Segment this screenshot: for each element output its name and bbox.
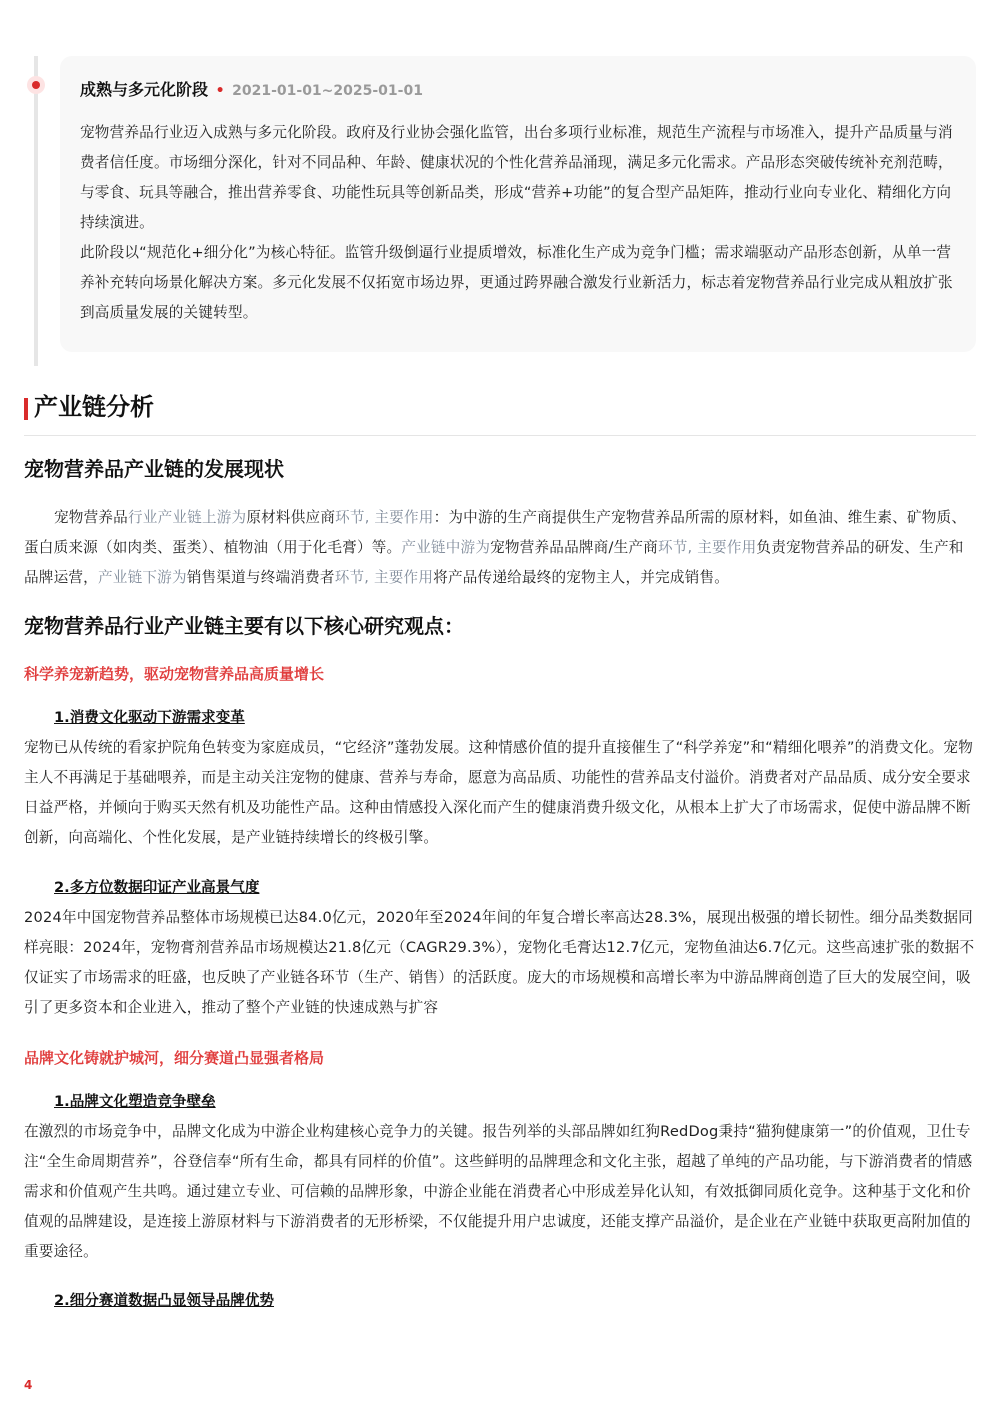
timeline-dot-icon bbox=[27, 76, 45, 94]
theme-2-point-1-title: 1.品牌文化塑造竞争壁垒 bbox=[54, 1093, 216, 1110]
section-title bbox=[24, 390, 976, 436]
theme-2-point-2-title: 2.细分赛道数据凸显领导品牌优势 bbox=[54, 1292, 275, 1309]
section-accent-bar bbox=[24, 398, 28, 420]
timeline-line bbox=[34, 56, 38, 366]
theme-1-point-2-text: 2024年中国宠物营养品整体市场规模已达84.0亿元，2020年至2024年间的年复合增长率高达28.3%，展现出极强的增长韧性。细分品类数据同样亮眼：2024年，宠物膏剂营养品市场规模达21.8亿元（CAGR29.3%），宠物化毛膏达12.7亿元，宠物鱼油达6.7亿元。这些高速扩张的数据不仅证实了市场需求的旺盛，也反映了产业链各环节（生产、销售）的活跃度。庞大的市场规模和高增长率为中游品牌商创造了巨大的发展空间，吸引了更多资本和企业进入，推动了整个产业链的快速成熟与扩容 bbox=[24, 909, 975, 1016]
stage-separator: • bbox=[215, 83, 225, 99]
theme-2-point-1-text: 在激烈的市场竞争中，品牌文化成为中游企业构建核心竞争力的关键。报告列举的头部品牌如红狗RedDog秉持“猫狗健康第一”的价值观，卫仕专注“全生命周期营养”，谷登信奉“所有生命，都具有同样的价值”。这些鲜明的品牌理念和文化主张，超越了单纯的产品功能，与下游消费者的情感需求和价值观产生共鸣。通过建立专业、可信赖的品牌形象，中游企业能在消费者心中形成差异化认知，有效抵御同质化竞争。这种基于文化和价值观的品牌建设，是连接上游原材料与下游消费者的无形桥梁，不仅能提升用户忠诚度，还能支撑产品溢价，是企业在产业链中获取更高附加值的重要途径。 bbox=[24, 1123, 973, 1260]
core-views-heading: 宠物营养品行业产业链主要有以下核心研究观点： bbox=[24, 614, 464, 638]
theme-1-point-2-title: 2.多方位数据印证产业高景气度 bbox=[54, 879, 260, 896]
page-number: 4 bbox=[24, 1378, 33, 1392]
stage-card bbox=[60, 56, 976, 352]
theme-1-point-1-text: 宠物已从传统的看家护院角色转变为家庭成员，“它经济”蓬勃发展。这种情感价值的提升直接催生了“科学养宠”和“精细化喂养”的消费文化。宠物主人不再满足于基础喂养，而是主动关注宠物的健康、营养与寿命，愿意为高品质、功能性的营养品支付溢价。消费者对产品品质、成分安全要求日益严格，并倾向于购买天然有机及功能性产品。这种由情感投入深化而产生的健康消费升级文化，从根本上扩大了市场需求，促使中游品牌不断创新，向高端化、个性化发展，是产业链持续增长的终极引擎。 bbox=[24, 739, 973, 846]
stage-paragraph-2: 此阶段以“规范化+细分化”为核心特征。监管升级倒逼行业提质增效，标准化生产成为竞争门槛；需求端驱动产品形态创新，从单一营养补充转向场景化解决方案。多元化发展不仅拓宽市场边界，更通过跨界融合激发行业新活力，标志着宠物营养品行业完成从粗放扩张到高质量发展的关键转型。 bbox=[80, 244, 953, 321]
stage-paragraph-1: 宠物营养品行业迈入成熟与多元化阶段。政府及行业协会强化监管，出台多项行业标准，规范生产流程与市场准入，提升产品质量与消费者信任度。市场细分深化，针对不同品种、年龄、健康状况的个性化营养品涌现，满足多元化需求。产品形态突破传统补充剂范畴，与零食、玩具等融合，推出营养零食、功能性玩具等创新品类，形成“营养+功能”的复合型产品矩阵，推动行业向专业化、精细化方向持续演进。 bbox=[80, 124, 953, 231]
section-title-text: 产业链分析 bbox=[34, 393, 154, 421]
timeline-stage bbox=[24, 56, 976, 366]
stage-date: 2021-01-01~2025-01-01 bbox=[232, 83, 423, 99]
chain-status-paragraph: 宠物营养品行业产业链上游为原材料供应商环节, 主要作用：为中游的生产商提供生产宠物营养品所需的原材料，如鱼油、维生素、矿物质、蛋白质来源（如肉类、蛋类）、植物油（用于化毛膏）等。产业链中游为宠物营养品品牌商/生产商环节, 主要作用负责宠物营养品的研发、生产和品牌运营，产业链下游为销售渠道与终端消费者环节, 主要作用将产品传递给最终的宠物主人，并完成销售。 bbox=[24, 509, 967, 586]
stage-title: 成熟与多元化阶段 bbox=[80, 80, 209, 99]
chain-status-heading: 宠物营养品产业链的发展现状 bbox=[24, 457, 284, 481]
theme-1-point-1-title: 1.消费文化驱动下游需求变革 bbox=[54, 709, 245, 726]
stage-header bbox=[80, 78, 956, 102]
theme-2-title: 品牌文化铸就护城河，细分赛道凸显强者格局 bbox=[24, 1049, 325, 1067]
theme-1-title: 科学养宠新趋势，驱动宠物营养品高质量增长 bbox=[24, 665, 325, 683]
